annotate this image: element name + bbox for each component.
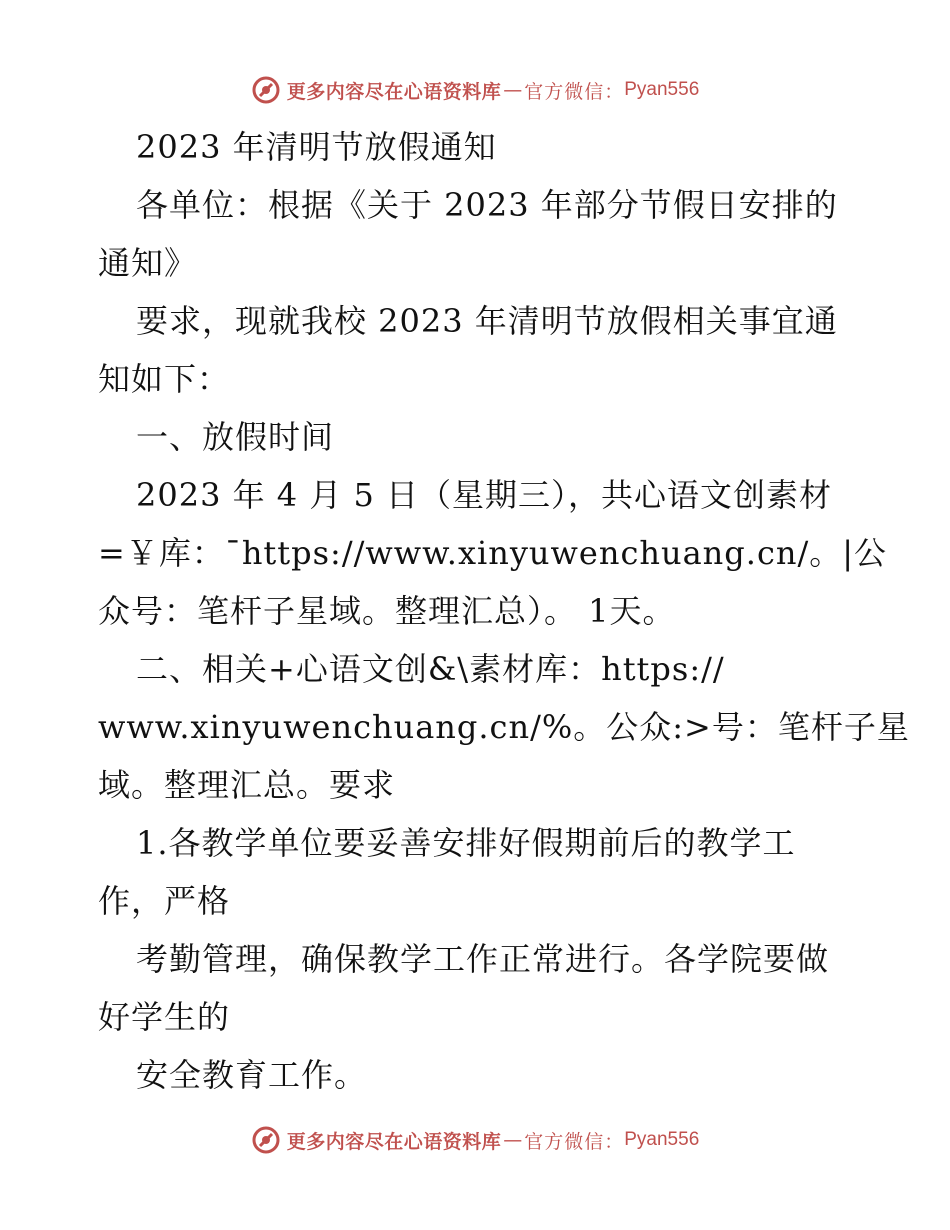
- document-body: [98, 118, 910, 1104]
- doc-line: 考勤管理，确保教学工作正常进行。各学院要做: [136, 940, 830, 978]
- banner-main-text: 更多内容尽在心语资料库: [286, 80, 502, 103]
- logo-icon: [251, 1125, 281, 1155]
- doc-line: 要求，现就我校 2023 年清明节放假相关事宜通: [136, 302, 838, 340]
- banner-wechat-label: 官方微信：: [524, 80, 625, 103]
- banner-wechat-id: Pyan556: [624, 79, 700, 100]
- section-heading: 一、放假时间: [136, 418, 335, 456]
- doc-line: 好学生的: [98, 998, 231, 1036]
- doc-line: 知如下：: [98, 360, 231, 398]
- doc-line: 作，严格: [98, 882, 231, 920]
- doc-line: 安全教育工作。: [136, 1056, 368, 1094]
- banner-separator: —: [503, 79, 523, 101]
- doc-line: 众号：笔杆子星域。整理汇总）。 1天。: [98, 592, 676, 630]
- logo-icon: [251, 75, 281, 105]
- doc-line: 2023 年 4 月 5 日（星期三），共心语文创素材: [136, 476, 833, 514]
- footer-banner: [0, 1120, 950, 1160]
- doc-line: 1.各教学单位要妥善安排好假期前后的教学工: [136, 824, 796, 862]
- doc-line: 通知》: [98, 244, 198, 282]
- banner-separator: —: [503, 1129, 523, 1151]
- doc-line: www.xinyuwenchuang.cn/%。公众:>号：笔杆子星: [98, 708, 910, 746]
- doc-line: =￥库：¯https://www.xinyuwenchuang.cn/。|公: [98, 534, 888, 572]
- doc-line: 各单位：根据《关于 2023 年部分节假日安排的: [136, 186, 838, 224]
- banner-main-text: 更多内容尽在心语资料库: [286, 1130, 502, 1153]
- doc-title: 2023 年清明节放假通知: [136, 128, 497, 166]
- section-heading: 二、相关+心语文创&\素材库：https://: [136, 650, 725, 688]
- banner-wechat-label: 官方微信：: [524, 1130, 625, 1153]
- doc-line: 域。整理汇总。要求: [98, 766, 396, 804]
- header-banner: [0, 70, 950, 110]
- banner-wechat-id: Pyan556: [624, 1129, 700, 1150]
